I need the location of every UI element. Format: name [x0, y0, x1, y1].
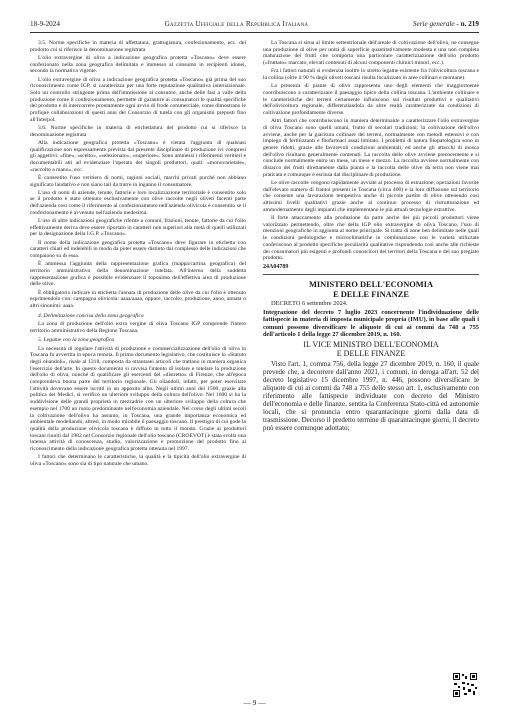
paragraph: 3.6. Norme specifiche in materia di etichettatura del prodotto cui si riferisce la denominazione registrata: [30, 124, 246, 138]
left-column: [30, 40, 246, 469]
decree-title: Integrazione del decreto 7 luglio 2023 concernente l'individuazione delle fattispecie in materia di imposta municipale propria (IMU), in base alle quali i comuni possono diversificare le aliquote di cui ai commi da 748 a 755 dell'articolo 1 della legge 27 dicembre 2019, n. 160.: [263, 308, 479, 339]
page-number: — 9 —: [243, 698, 266, 707]
paragraph: La necessità di regolare l'attività di produzione e commercializzazione dell'olio di oliva in Toscana fu avvertita in epoca remota. Il primo documento legislativo, che costituisce lo «Statuto degli oliandoli», risale al 1318, composta da ottantasei articoli che trattano in maniera organica l'esercizio dell'arte. In questo documento si ravvisa l'intento di isolare e tutelare la produzione dell'olio di oliva, nonché di qualificare gli esercenti del «distretto» di Firenze, che all'epoca comprendeva buona parte del territorio regionale. Gli oliandoli, infatti, per poter esercitare l'attività dovevano essere iscritti in un apposito albo. Negli ultimi anni del 1500, grazie alla politica dei Medici, si verificò un ulteriore sviluppo della coltura dell'olivo. Nel 1600 si ha la suddivisione delle grandi proprietà in mezzadrie con un ulteriore sviluppo della coltura che esempio nel 1700 un ruolo predominante nell'economia aziendale. Nel corso degli ultimi secoli la coltivazione dell'olivo ha assunto, in Toscana, una grande importanza economica ed ambientale modellando, altresì, in modo mirabile il paesaggio toscano. Il prestigio di cui gode la qualità della produzione olivicola toscana è diffuso in tutto il mondo. Grazie ai produttori toscani riuniti dal 1982 nel Consorzio regionale dell'olio toscano (CROEVOT) è stata svolta una intensa attività di conoscenza, studio, valorizzazione e promozione del prodotto fino al riconoscimento della indicazione geografica protetta ottenuta nel 1997.: [30, 345, 246, 453]
series-info: [413, 20, 479, 28]
issue-number: - n. 219: [456, 20, 479, 28]
qr-code-icon: [452, 672, 478, 698]
decree-body: Visto l'art. 1, comma 756, della legge 27 dicembre 2019, n. 160, il quale prevede che, a decorrere dall'anno 2021, i comuni, in deroga all'art. 52 del decreto legislativo 15 dicembre 1997, n. 446, possono diversificare le aliquote di cui ai commi da 748 a 755 dello stesso art. 1, esclusivamente con riferimento alle fattispecie individuate con decreto del Ministro dell'economia e delle finanze, sentita la Conferenza Stato-città ed autonomie locali, che si pronuncia entro quarantacinque giorni dalla data di trasmissione. Decorso il predetto termine di quarantacinque giorni, il decreto può essere comunque adottato;: [263, 359, 479, 433]
paragraph: È consentito l'uso veritiero di nomi, ragioni sociali, marchi privati purché non abbiano significato laudativo e non siano tali da trarre in inganno il consumatore.: [30, 174, 246, 188]
paragraph: La zona di produzione dell'olio extra vergine di oliva Toscano IGP comprende l'intero territorio amministrativo della Regione Toscana.: [30, 320, 246, 334]
gazette-title: Gazzetta Ufficiale della Repubblica Italiana: [164, 20, 309, 28]
vice-minister-heading: IL VICE MINISTRO DELL'ECONOMIA E DELLE FINANZE: [303, 340, 439, 359]
section-heading: 5. Legame con la zona geografica: [38, 337, 115, 344]
paragraph: Altri fattori che contribuiscono in maniera determinante a caratterizzare l'olio extravergine di oliva Toscano sono quelli umani, frutto di secolari tradizioni: la coltivazione dell'olivo avviene, anche per la giacitura collinare dei terreni, normalmente con metodi estensivi e con impiego di fertilizzanti e fitofarmaci assai limitato. I problemi di natura fitopatologica sono in genere ridotti, grazie alle favorevoli condizioni ambientali, ed anche gli attacchi di mosca dell'olivo risultano generalmente contenuti. La raccolta delle olive avviene precocemente e si conclude normalmente entro un mese, un mese e mezzo. La raccolta avviene normalmente con distacco dei frutti direttamente dalla pianta e la raccolta delle olive da terra non viene mai praticata e comunque è esclusa dal disciplinare di produzione.: [263, 118, 479, 178]
section-divider: [263, 274, 479, 275]
paragraph: Il forte attaccamento alla produzione da parte anche dei più piccoli produttori viene valorizzato permettendo, oltre che della IGP olio extravergine di oliva Toscano, l'uso di menzioni geografiche in aggiunta al nome principale. Si tratta di zone ben delimitate nelle quali le condizioni pedologiche e microclimatiche in combinazione con le varietà utilizzate conferiscono al prodotto specifiche peculiarità qualitative rispondendo così anche alle richieste dei consumatori più esigenti e profondi conoscitori dei territori della Toscana e del suo pregiato prodotto.: [263, 215, 479, 262]
paragraph: I fattori che determinano le caratteristiche, la qualità e la tipicità dell'olio extravergine di oliva «Toscano» sono sia di tipo naturale che umano.: [30, 454, 246, 467]
paragraph: Le olive raccolte vengono rapidamente avviate al processo di estrazione, operazioni favorite dall'elevato numero di frantoi presenti in Toscana (circa 400) e la loro diffusione sul territorio che consente una lavorazione tempestiva anche di piccole partite di olive ottenendo così altissimi livelli qualitativi grazie anche al continuo processo di ristrutturazione ed ammodernamento degli impianti che implementano le più attuali tecnologie estrattive.: [263, 180, 479, 213]
paragraph: La Toscana si situa al limite settentrionale dell'areale di coltivazione dell'olivo, ne consegue una produzione di olive per unità di superficie quantitativamente modesta e una non completa maturazione dei frutti che comporta una particolare caratterizzazione dell'olio prodotto («fruttato» marcato, elevati contenuti di alcuni componenti chimici minori, ecc.).: [263, 40, 479, 67]
paragraph: Il nome della indicazione geografica protetta «Toscano» deve figurare in etichetta con caratteri chiari ed indelebili in modo da poter essere distinto dal complesso delle indicazioni che compaiono su di essa.: [30, 239, 246, 260]
series-label: Serie generale: [412, 20, 455, 28]
right-column: [263, 40, 479, 434]
ministry-heading: MINISTERO DELL'ECONOMIA E DELLE FINANZE: [308, 280, 433, 299]
decree-date: DECRETO 6 settembre 2024.: [271, 299, 348, 307]
page-header: [30, 18, 479, 30]
header-rule: [30, 32, 479, 33]
paragraph: Fra i fattori naturali si evidenzia inoltre lo stretto legame esistente fra l'olivicoltura toscana e la collina (oltre il 90 % degli oliveti toscani risulta localizzato in aree collinari e montane).: [263, 68, 479, 82]
paragraph: È obbligatorio indicare in etichetta l'annata di produzione delle olive da cui l'olio è ottenuto esprimendolo con: campagna olivicola: aaaa/aaaa, oppure, raccolto, produzione, anno, annata o altri sinonimi: aaaa.: [30, 289, 246, 310]
paragraph: L'uso di nomi di aziende, tenute, fattorie e loro localizzazione territoriale è consentito solo se il prodotto è stato ottenuto esclusivamente con olive raccolte negli oliveti facenti parte dell'azienda così come il riferimento al confezionamento nell'azienda olivicola è consentito se il confezionamento è avvenuto nell'azienda medesima.: [30, 189, 246, 216]
paragraph: L'uso di altre indicazioni geografiche riferite a comuni, frazioni, tenute, fattorie da cui l'olio effettivamente deriva deve essere riportato in caratteri non superiori alla metà di quelli utilizzati per la designazione della I.G.P. «Toscano».: [30, 218, 246, 238]
issue-date: 18-9-2024: [30, 20, 60, 28]
section-heading: 4. Delimitazione concisa della zona geografica: [38, 312, 144, 319]
paragraph: È ammessa l'aggiunta della rappresentazione grafica (mappa/cartina geografica) del territorio amministrativo della denominazione tutelata. All'interno della suddetta rappresentazione grafica è possibile evidenziare il toponimo dell'effettiva area di produzione delle olive.: [30, 261, 246, 288]
paragraph: La presenza di piante di olivo rappresenta uno degli elementi che maggiormente contribuiscono a caratterizzare il paesaggio tipico della collina toscana. L'ambiente collinare e le caratteristiche dei terreni certamente influiscono sui risultati produttivi e qualitativi dell'olivicoltura regionale, differenziandola da altre realtà caratterizzate da condizioni di coltivazione profondamente diverse.: [263, 83, 479, 117]
paragraph: L'olio extravergine di oliva a indicazione geografica protetta «Toscano» già prima del suo riconoscimento come IGP, si caratterizza per una forte reputazione qualitativa internazionale. Solo un controllo stringente prima dell'immissione al consumo, anche delle fasi a valle della produzione come il confezionamento, permette di garantire ai consumatori le qualità specifiche del prodotto e di intercorrere prontamente ogni avvio di frode commerciale, come dimostrano le profique collaborazioni di questi anni del Consorzio di tutela con gli organismi preposti fino all'Interpol.: [30, 76, 246, 123]
document-code: 24A04789: [263, 263, 289, 270]
paragraph: 3.5. Norme specifiche in materia di affettatura, grattugiatura, confezionamento, ecc. del prodotto cui si riferisce la denominazione registrata: [30, 40, 246, 53]
paragraph: L'olio extravergine di oliva a indicazione geografica protetta «Toscano» deve essere confezionato nella zona geografica delimitata e immesso al consumo in recipienti idonei, secondo la normativa vigente.: [30, 54, 246, 75]
paragraph: Alla indicazione geografica protetta «Toscano» è vietata l'aggiunta di qualsiasi qualificazione non espressamente prevista dal presente disciplinare di produzione ivi compresi gli aggettivi: «fine», «scelto», «selezionato», «superiore». Sono ammessi i riferimenti veritieri e documentabili atti ad evidenziare l'operato dei singoli produttori, quali: «monovarietale», «raccolto a mano», ecc.: [30, 139, 246, 173]
